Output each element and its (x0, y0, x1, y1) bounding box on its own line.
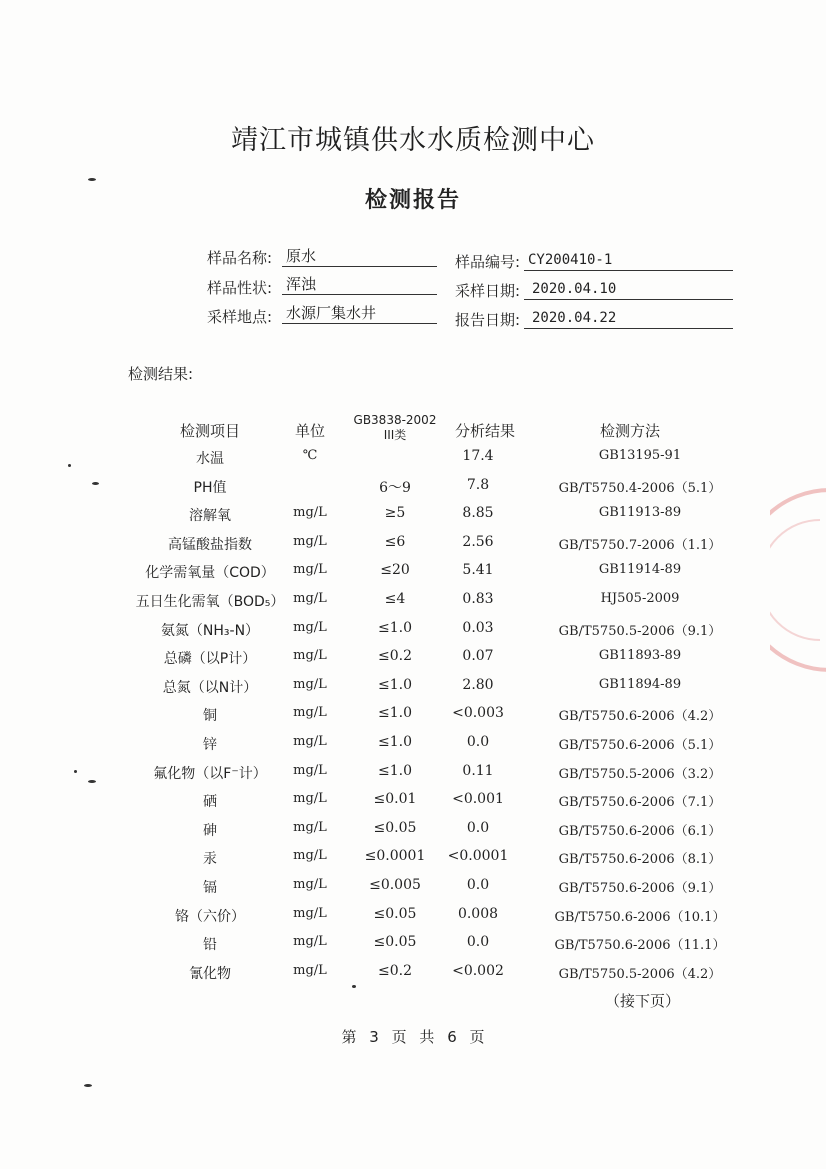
sampling-date-value: 2020.04.10 (524, 280, 733, 300)
header-standard-line1: GB3838-2002 (353, 413, 437, 427)
cell-result: 0.0 (466, 934, 490, 951)
cell-method: GB11913-89 (598, 505, 682, 521)
cell-item: 总氮（以N计） (162, 679, 258, 696)
cell-item: 水温 (196, 451, 224, 467)
cell-unit: mg/L (293, 877, 327, 892)
footer-page-word: 页 (391, 1028, 407, 1046)
cell-result: 0.83 (462, 591, 494, 607)
cell-method: GB/T5750.5-2006（3.2） (558, 766, 722, 782)
cell-item: 硒 (203, 794, 217, 811)
cell-item: PH值 (193, 479, 227, 496)
cell-result: <0.003 (452, 705, 504, 722)
cell-unit: mg/L (293, 934, 327, 950)
cell-limit: ≤0.05 (373, 905, 417, 922)
cell-unit: mg/L (293, 762, 327, 778)
cell-result: 0.11 (462, 762, 494, 779)
cell-result: 0.0 (466, 734, 490, 750)
table-row (0, 534, 826, 560)
cell-limit: ≤0.2 (378, 648, 412, 665)
cell-unit: mg/L (293, 734, 327, 749)
table-row (0, 848, 826, 874)
cell-result: <0.002 (452, 962, 504, 979)
cell-item: 汞 (203, 851, 217, 868)
cell-limit: ≤1.0 (378, 734, 412, 750)
table-row (0, 705, 826, 731)
cell-item: 镉 (203, 880, 217, 896)
cell-limit: ≤1.0 (378, 619, 412, 636)
header-unit: 单位 (294, 422, 325, 440)
red-seal-fragment (770, 480, 826, 680)
cell-item: 化学需氧量（COD） (145, 565, 275, 582)
cell-unit: mg/L (293, 533, 327, 549)
cell-method: GB/T5750.4-2006（5.1） (558, 480, 722, 496)
table-row (0, 934, 826, 960)
sample-no-label: 样品编号: (454, 253, 520, 271)
cell-item: 氟化物（以F⁻计） (153, 765, 267, 782)
cell-item: 高锰酸盐指数 (168, 536, 252, 553)
scan-speck (88, 780, 96, 783)
cell-method: HJ505-2009 (600, 591, 680, 606)
cell-unit: mg/L (293, 648, 327, 664)
cell-item: 锌 (203, 737, 217, 753)
cell-method: GB/T5750.6-2006（5.1） (558, 738, 722, 753)
header-result: 分析结果 (454, 422, 515, 440)
cell-result: 8.85 (462, 505, 494, 522)
cell-method: GB11914-89 (598, 562, 682, 578)
cell-limit: 6～9 (379, 479, 411, 496)
cell-result: <0.001 (452, 791, 504, 808)
cell-method: GB/T5750.6-2006（4.2） (558, 709, 722, 725)
cell-limit: ≤1.0 (378, 676, 412, 693)
sampling-site-label: 采样地点: (206, 308, 272, 326)
cell-limit: ≤0.05 (373, 934, 417, 951)
cell-limit: ≤1.0 (378, 762, 412, 779)
cell-item: 砷 (203, 822, 217, 839)
cell-unit: mg/L (293, 591, 327, 606)
cell-result: 17.4 (462, 448, 494, 464)
table-row (0, 763, 826, 789)
sample-no-value: CY200410-1 (524, 251, 733, 271)
sampling-site-value: 水源厂集水井 (282, 304, 437, 324)
organization-name: 靖江市城镇供水水质检测中心 (231, 125, 595, 156)
cell-limit: ≤0.01 (373, 791, 417, 808)
table-row (0, 877, 826, 903)
table-row (0, 505, 826, 531)
cell-limit: ≤0.2 (378, 962, 412, 979)
report-title: 检测报告 (364, 188, 461, 213)
table-row (0, 734, 826, 760)
cell-limit: ≤0.0001 (364, 848, 426, 865)
table-row (0, 648, 826, 674)
cell-unit: mg/L (293, 505, 327, 521)
scan-speck (352, 985, 356, 988)
table-row (0, 963, 826, 989)
cell-unit: mg/L (293, 676, 327, 692)
cell-limit: ≤20 (380, 562, 410, 579)
report-date-label: 报告日期: (454, 311, 520, 329)
header-standard (345, 413, 445, 443)
cell-item: 铅 (203, 937, 217, 954)
cell-result: <0.0001 (447, 848, 509, 865)
cell-result: 5.41 (462, 562, 494, 579)
cell-result: 0.07 (462, 648, 494, 665)
cell-limit: ≤0.05 (373, 819, 417, 836)
scan-speck (74, 770, 77, 773)
scan-speck (84, 1084, 92, 1087)
table-row (0, 591, 826, 617)
table-row (0, 820, 826, 846)
cell-unit: mg/L (293, 962, 327, 978)
cell-unit: ℃ (302, 448, 318, 463)
cell-result: 0.0 (466, 819, 490, 836)
cell-method: GB/T5750.6-2006（10.1） (554, 909, 726, 925)
footer-page-number: 3 (369, 1028, 379, 1046)
cell-item: 五日生化需氧（BOD₅） (135, 594, 285, 610)
header-standard-line2: III类 (383, 428, 407, 442)
footer-suffix: 页 (469, 1028, 485, 1046)
cell-item: 溶解氧 (189, 508, 231, 525)
cell-result: 0.008 (457, 905, 499, 922)
page-footer (0, 1026, 826, 1047)
cell-method: GB/T5750.6-2006（8.1） (558, 852, 722, 868)
cell-result: 7.8 (466, 476, 490, 493)
cell-method: GB/T5750.6-2006（7.1） (558, 795, 722, 811)
scan-speck (68, 464, 71, 467)
footer-prefix: 第 (341, 1028, 357, 1046)
cell-method: GB13195-91 (598, 448, 682, 463)
cell-result: 0.03 (462, 619, 494, 636)
cell-item: 铬（六价） (175, 908, 245, 925)
table-row (0, 562, 826, 588)
cell-unit: mg/L (293, 819, 327, 835)
cell-method: GB/T5750.5-2006（9.1） (558, 623, 722, 639)
scan-speck (92, 482, 99, 485)
results-label: 检测结果: (128, 365, 194, 383)
sample-state-label: 样品性状: (206, 279, 272, 297)
cell-item: 氨氮（NH₃-N） (160, 622, 260, 639)
cell-limit: ≥5 (384, 505, 406, 522)
cell-limit: ≤4 (384, 591, 406, 607)
sampling-date-label: 采样日期: (454, 282, 520, 300)
sample-state-value: 浑浊 (282, 275, 437, 295)
cell-unit: mg/L (293, 619, 327, 635)
cell-result: 0.0 (466, 877, 490, 893)
cell-item: 氰化物 (189, 965, 231, 982)
cell-unit: mg/L (293, 705, 327, 721)
cell-unit: mg/L (293, 848, 327, 864)
table-row (0, 620, 826, 646)
cell-method: GB11894-89 (598, 676, 682, 692)
footer-total-word: 共 (419, 1028, 435, 1046)
cell-unit: mg/L (293, 562, 327, 578)
cell-unit: mg/L (293, 791, 327, 807)
cell-limit: ≤6 (384, 533, 406, 550)
sample-name-label: 样品名称: (206, 249, 272, 267)
table-row (0, 906, 826, 932)
cell-item: 铜 (203, 708, 217, 725)
footer-total-pages: 6 (447, 1028, 457, 1046)
header-item: 检测项目 (179, 422, 240, 440)
cell-method: GB/T5750.5-2006（4.2） (558, 966, 722, 982)
table-row (0, 448, 826, 474)
cell-result: 2.56 (462, 533, 494, 550)
cell-method: GB11893-89 (598, 648, 682, 664)
cell-item: 总磷（以P计） (163, 651, 257, 668)
sample-name-value: 原水 (282, 247, 437, 267)
cell-method: GB/T5750.7-2006（1.1） (558, 537, 722, 553)
header-method: 检测方法 (599, 422, 660, 440)
scan-speck (88, 178, 96, 181)
table-row (0, 477, 826, 503)
table-row (0, 791, 826, 817)
table-row (0, 677, 826, 703)
cell-result: 2.80 (462, 676, 494, 693)
cell-limit: ≤0.005 (369, 877, 421, 893)
cell-method: GB/T5750.6-2006（11.1） (554, 938, 726, 954)
cell-method: GB/T5750.6-2006（6.1） (558, 823, 722, 839)
cell-limit: ≤1.0 (378, 705, 412, 722)
cell-method: GB/T5750.6-2006（9.1） (558, 881, 722, 896)
report-date-value: 2020.04.22 (524, 309, 733, 329)
continued-note: （接下页） (605, 992, 681, 1010)
cell-unit: mg/L (293, 905, 327, 921)
